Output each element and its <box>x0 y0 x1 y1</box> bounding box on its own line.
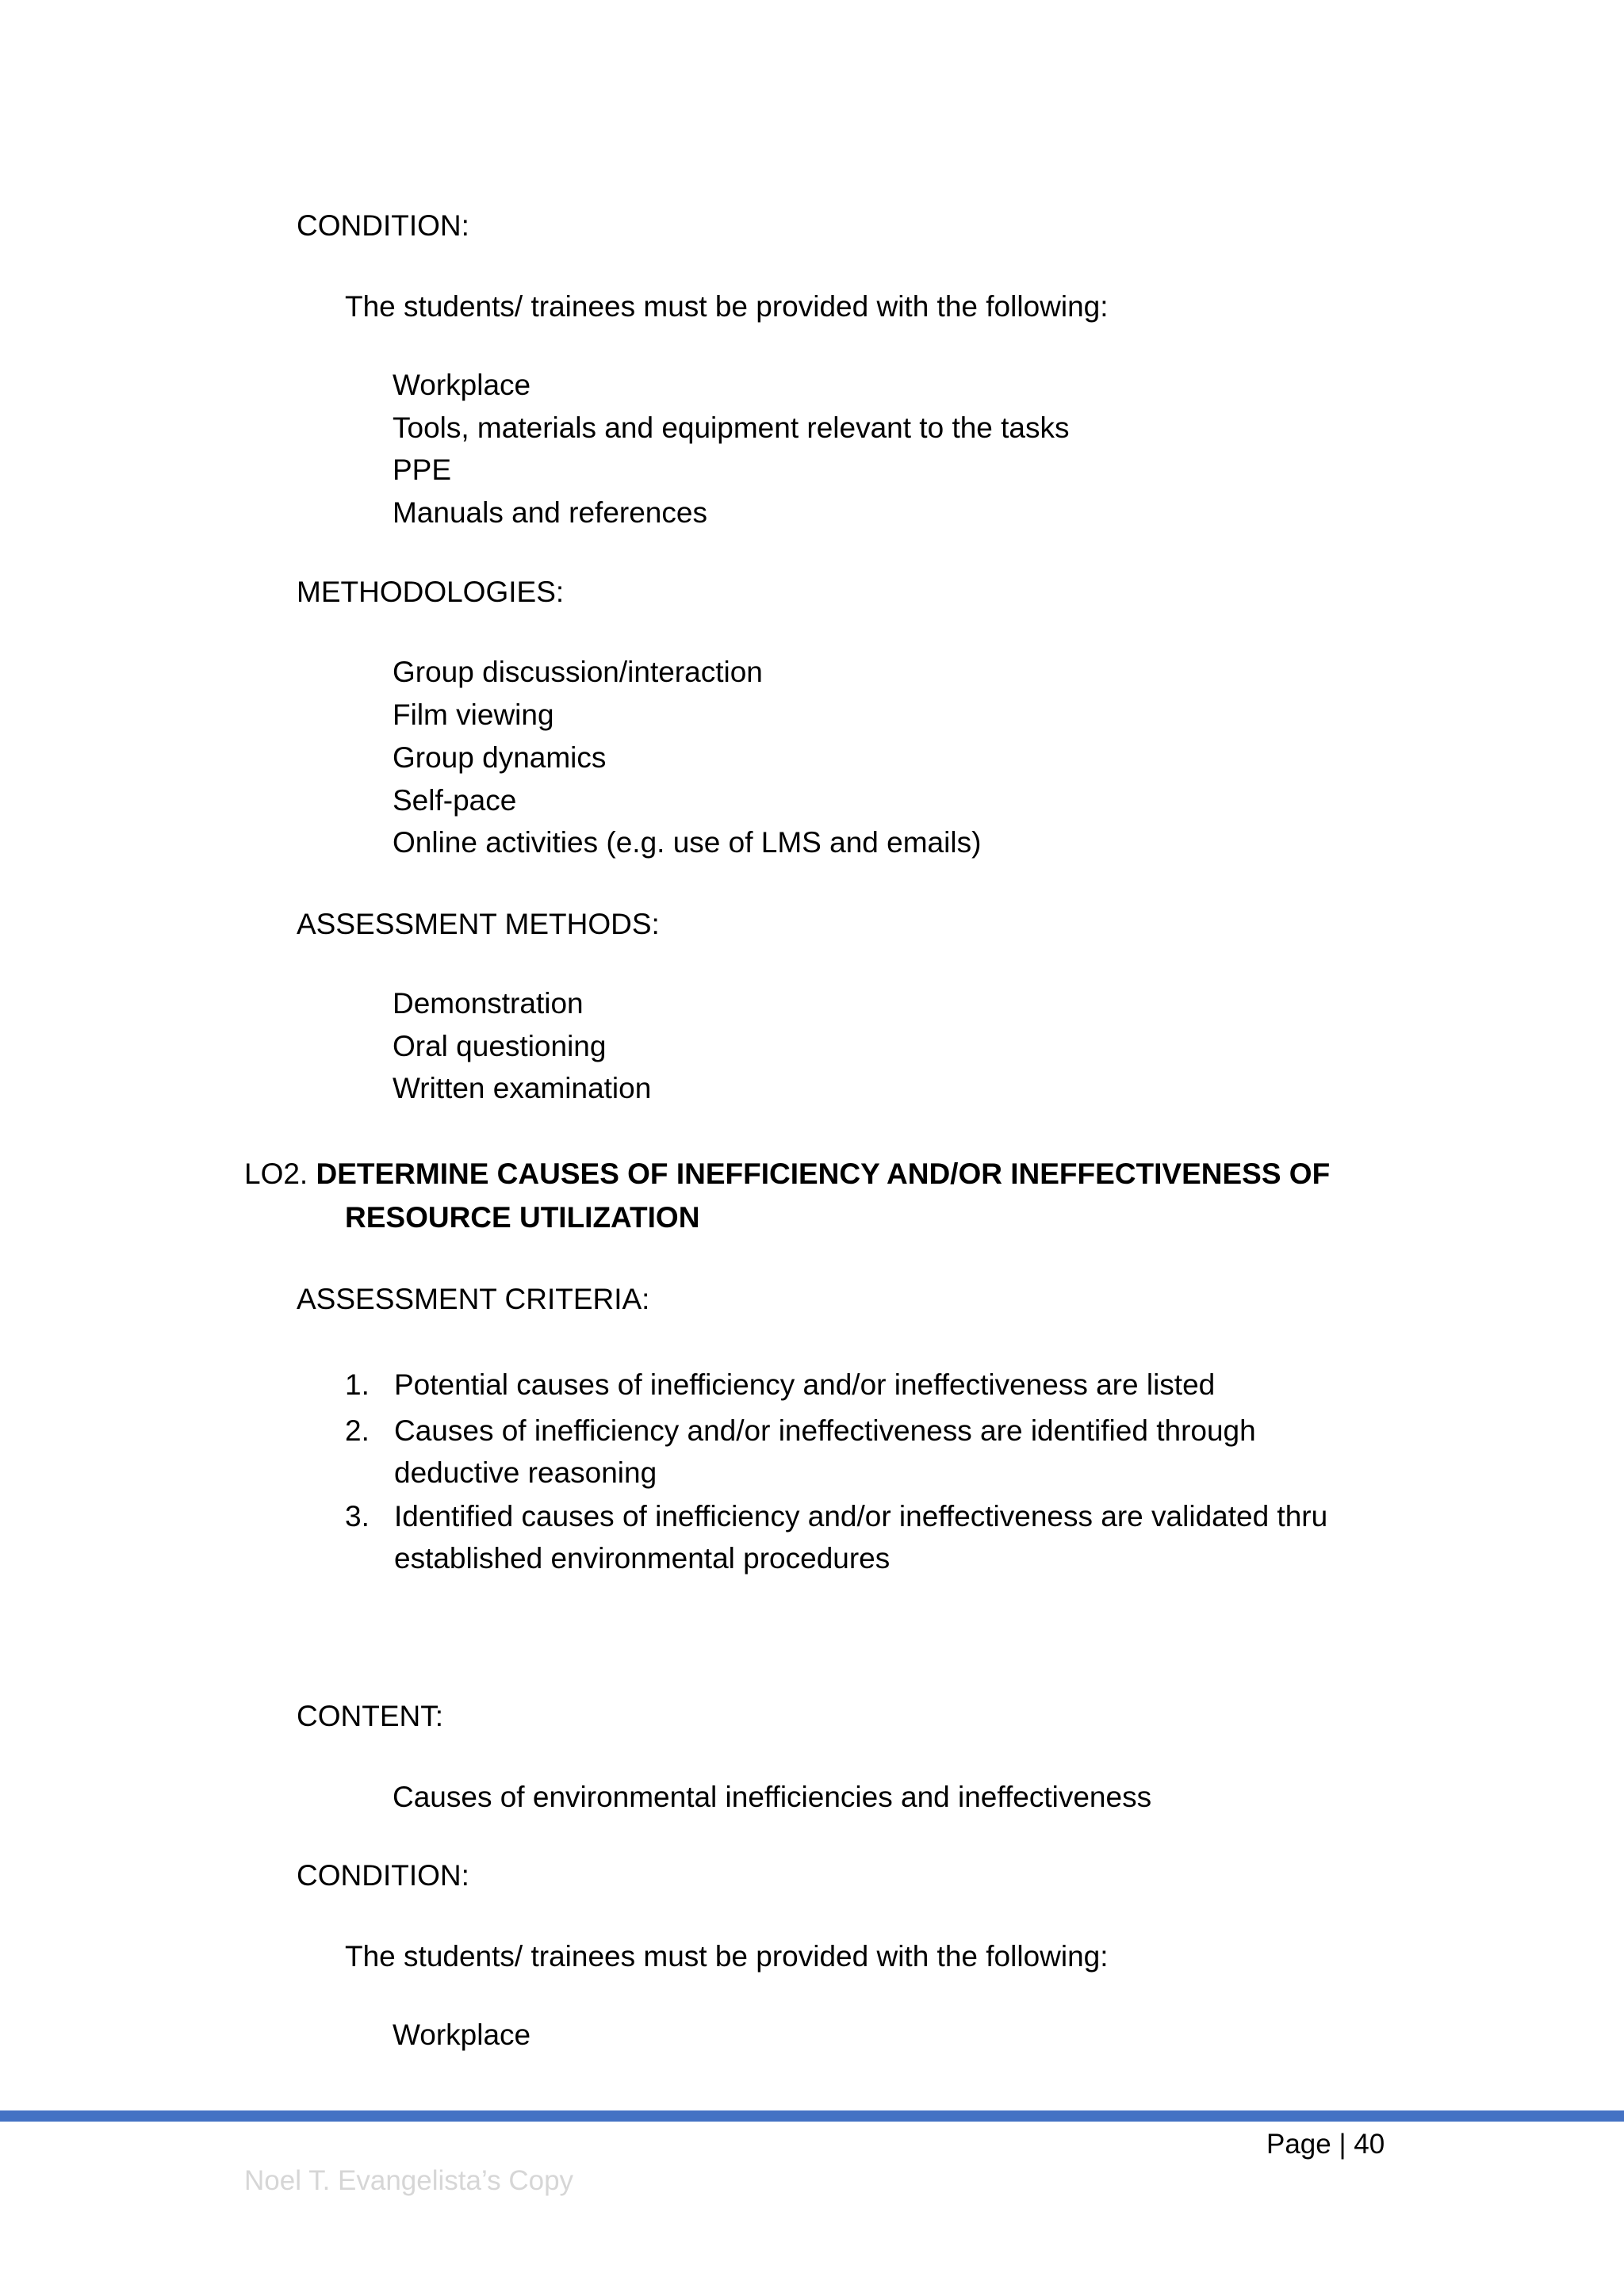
assessment-method-item: Demonstration <box>393 987 584 1020</box>
content-heading: CONTENT: <box>297 1700 443 1732</box>
condition-item: Tools, materials and equipment relevant to the tasks <box>393 411 1070 444</box>
lo2-code: LO2. <box>244 1158 308 1190</box>
methodology-item: Group discussion/interaction <box>393 656 763 688</box>
condition-item: Manuals and references <box>393 496 707 529</box>
criteria-number: 2. <box>345 1414 370 1447</box>
lo2-title-line1: DETERMINE CAUSES OF INEFFICIENCY AND/OR INEFFECTIVENESS OF <box>316 1158 1331 1190</box>
assessment-method-item: Written examination <box>393 1072 652 1104</box>
condition-heading: CONDITION: <box>297 1859 469 1892</box>
condition-heading: CONDITION: <box>297 209 469 242</box>
methodology-item: Film viewing <box>393 698 554 731</box>
criteria-text: Causes of inefficiency and/or ineffectiveness are identified through <box>394 1414 1256 1447</box>
criteria-text: established environmental procedures <box>394 1542 891 1575</box>
content-item: Causes of environmental inefficiencies and ineffectiveness <box>393 1781 1152 1813</box>
condition-item: Workplace <box>393 369 531 401</box>
condition-item: Workplace <box>393 2019 531 2051</box>
methodology-item: Group dynamics <box>393 741 607 774</box>
methodologies-heading: METHODOLOGIES: <box>297 576 565 608</box>
assessment-methods-heading: ASSESSMENT METHODS: <box>297 908 660 940</box>
assessment-criteria-heading: ASSESSMENT CRITERIA: <box>297 1283 650 1315</box>
condition-intro: The students/ trainees must be provided with the following: <box>345 1940 1109 1973</box>
methodology-item: Self-pace <box>393 784 517 817</box>
criteria-text: Identified causes of inefficiency and/or ineffectiveness are validated thru <box>394 1500 1328 1533</box>
condition-item: PPE <box>393 453 452 486</box>
criteria-number: 1. <box>345 1368 370 1401</box>
lo2-title-line2: RESOURCE UTILIZATION <box>345 1201 700 1234</box>
condition-intro: The students/ trainees must be provided with the following: <box>345 290 1109 323</box>
footer-rule <box>0 2110 1624 2122</box>
methodology-item: Online activities (e.g. use of LMS and emails) <box>393 826 982 859</box>
assessment-method-item: Oral questioning <box>393 1030 607 1062</box>
criteria-number: 3. <box>345 1500 370 1533</box>
watermark: Noel T. Evangelista’s Copy <box>244 2165 574 2196</box>
criteria-text: Potential causes of inefficiency and/or ineffectiveness are listed <box>394 1368 1216 1401</box>
criteria-text: deductive reasoning <box>394 1456 657 1489</box>
page-number: Page | 40 <box>1266 2129 1385 2160</box>
lo2-heading <box>244 1153 1330 1196</box>
